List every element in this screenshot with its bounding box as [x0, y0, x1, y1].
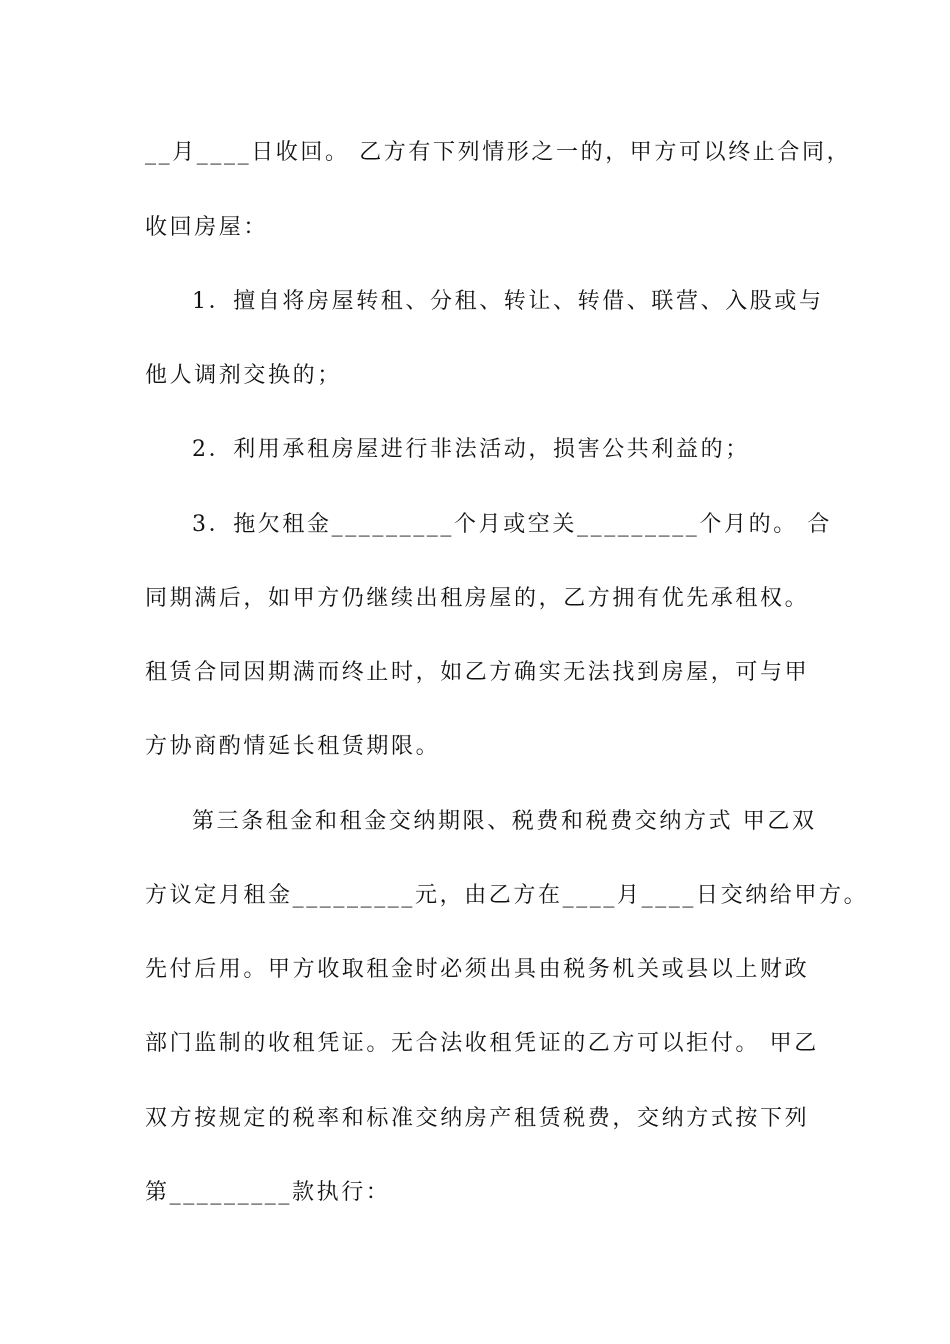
text-line-14: 双方按规定的税率和标准交纳房产租赁税费，交纳方式按下列 [145, 1106, 810, 1131]
text-line-11: 方议定月租金_________元，由乙方在____月____日交纳给甲方。 [145, 883, 869, 908]
text-line-5: 2．利用承租房屋进行非法活动，损害公共利益的； [192, 437, 750, 462]
text-line-7: 同期满后，如甲方仍继续出租房屋的，乙方拥有优先承租权。 [145, 586, 810, 611]
text-line-13: 部门监制的收租凭证。无合法收租凭证的乙方可以拒付。 甲乙 [145, 1031, 819, 1056]
text-line-15: 第_________款执行： [145, 1180, 391, 1205]
text-line-12: 先付后用。甲方收取租金时必须出具由税务机关或县以上财政 [145, 957, 810, 982]
text-line-9: 方协商酌情延长租赁期限。 [145, 734, 441, 759]
text-line-8: 租赁合同因期满而终止时，如乙方确实无法找到房屋，可与甲 [145, 660, 810, 685]
text-line-3: 1．擅自将房屋转租、分租、转让、转借、联营、入股或与 [192, 289, 824, 314]
text-line-2: 收回房屋： [145, 215, 269, 240]
text-line-1: __月____日收回。 乙方有下列情形之一的，甲方可以终止合同， [145, 140, 852, 165]
text-line-4: 他人调剂交换的； [145, 363, 342, 388]
text-line-10: 第三条租金和租金交纳期限、税费和税费交纳方式 甲乙双 [192, 809, 817, 834]
text-line-6: 3．拖欠租金_________个月或空关_________个月的。 合 [192, 512, 832, 537]
